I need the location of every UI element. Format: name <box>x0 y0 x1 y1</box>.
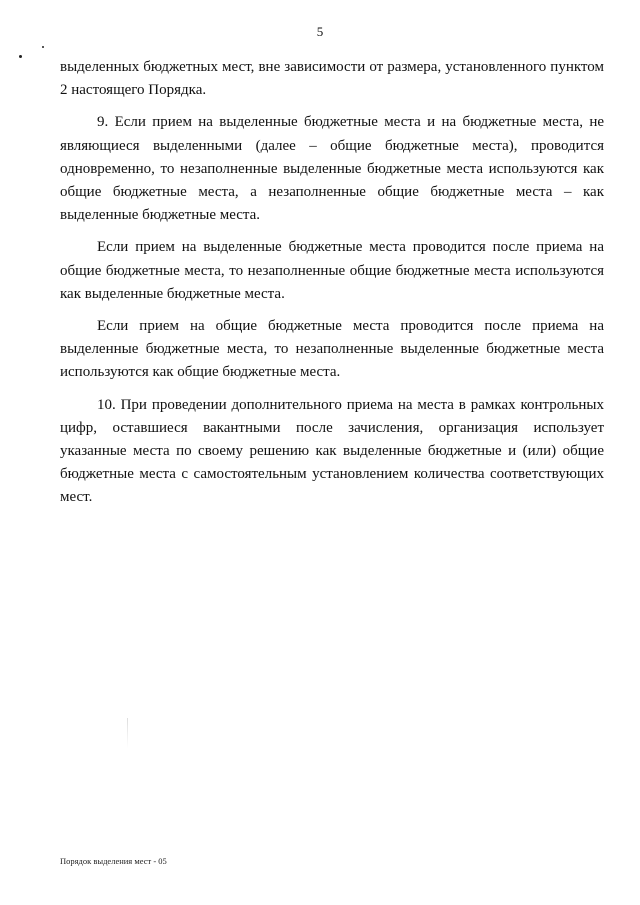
document-body <box>60 56 604 519</box>
scan-artifact-dot <box>42 46 44 48</box>
paragraph-item-10: 10. При проведении дополнительного приема на места в рамках контрольных цифр, оставшиеся вакантными после зачисления, организация использует указанные места по своему решению как выделенные бюджетные и (или) общие бюджетные места с самостоятельным установлением количества соответствующих мест. <box>60 396 604 506</box>
paragraph-item-9: 9. Если прием на выделенные бюджетные места и на бюджетные места, не являющиеся выделенными (далее – общие бюджетные места), проводится одновременно, то незаполненные выделенные бюджетные места используются как общие бюджетные места, а незаполненные общие бюджетные места – как выделенные бюджетные места. <box>60 114 604 224</box>
scan-artifact-line <box>127 718 128 748</box>
paragraph-item-9-part-2: Если прием на выделенные бюджетные места проводится после приема на общие бюджетные места, то незаполненные общие бюджетные места используются как выделенные бюджетные места. <box>60 239 604 302</box>
paragraph-item-9-part-3: Если прием на общие бюджетные места проводится после приема на выделенные бюджетные места, то незаполненные выделенные бюджетные места используются как общие бюджетные места. <box>60 318 604 381</box>
page-number: 5 <box>316 24 324 39</box>
document-footer: Порядок выделения мест - 05 <box>60 856 167 866</box>
paragraph-continuation: выделенных бюджетных мест, вне зависимости от размера, установленного пунктом 2 настоящего Порядка. <box>60 59 604 99</box>
scan-artifact-dot <box>19 55 22 58</box>
